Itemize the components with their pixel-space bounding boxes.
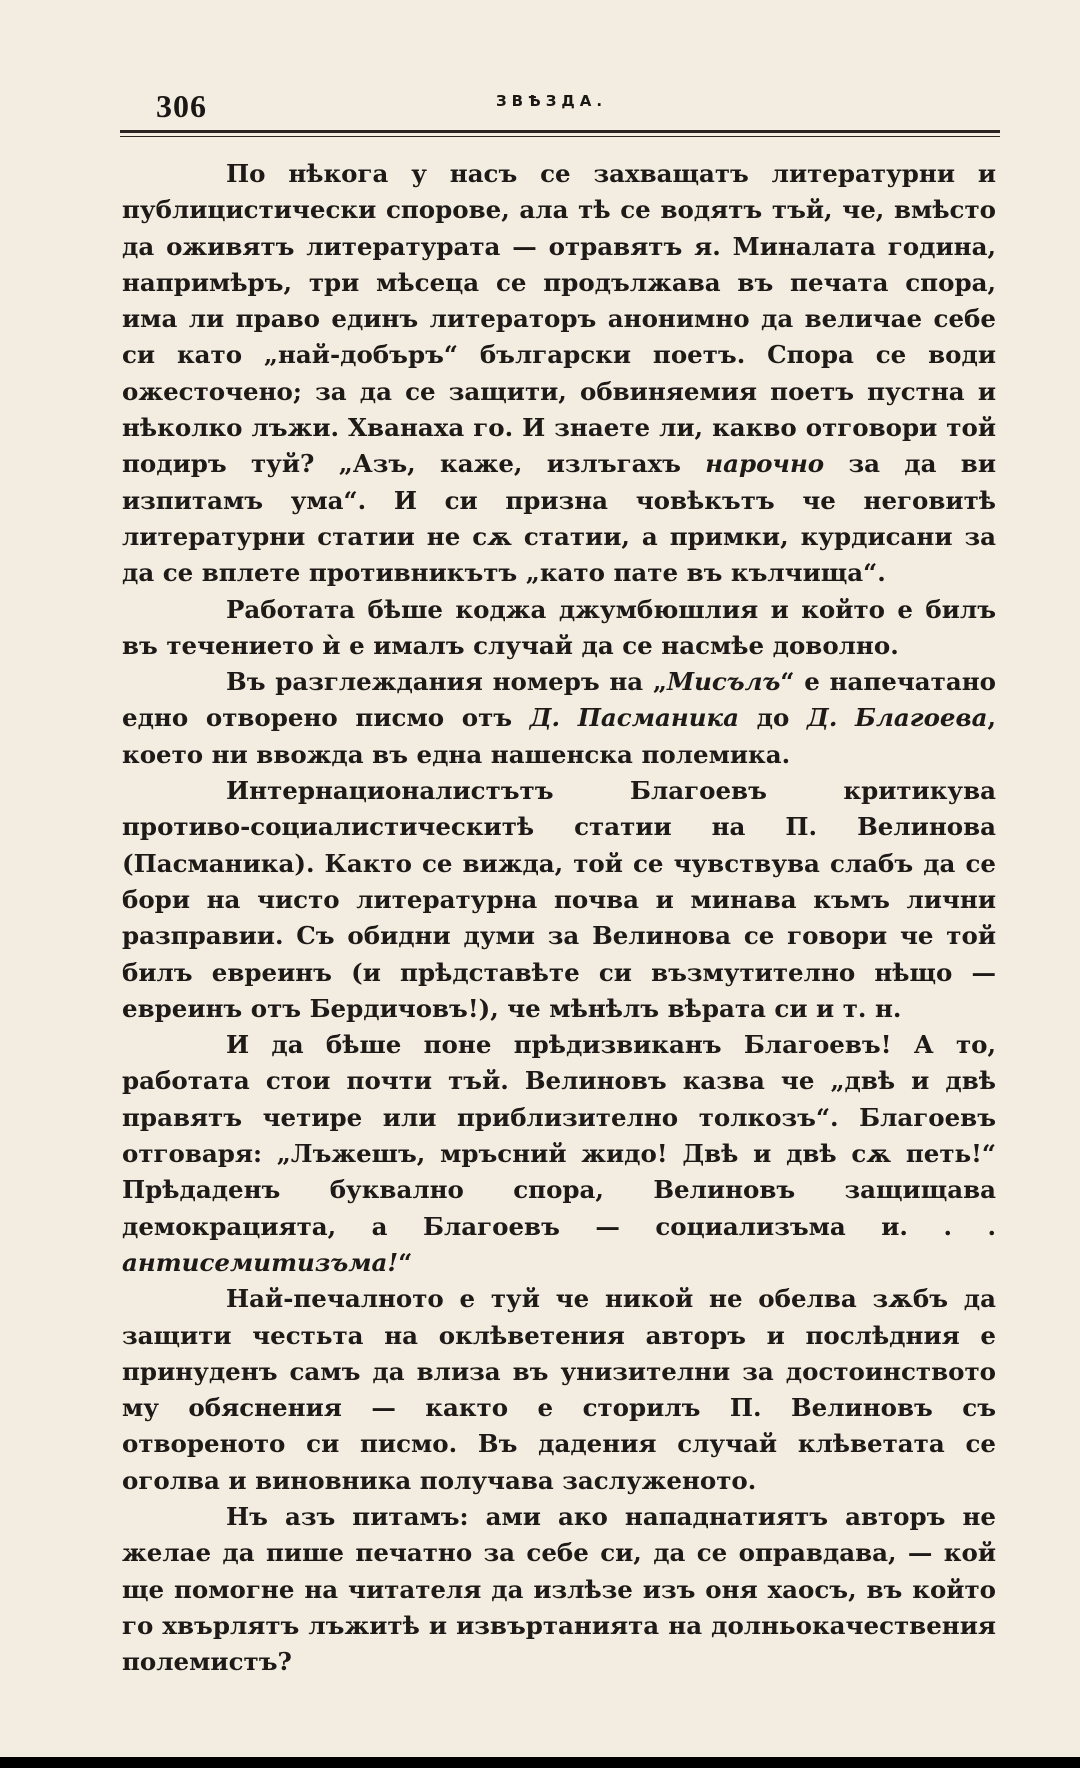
text-segment: Работата бѣше коджа джумбюшлия и който е билъ въ течението ѝ е ималъ случай да се насмѣе доволно. xyxy=(122,594,996,660)
paragraph xyxy=(122,664,996,773)
paragraph xyxy=(122,1499,996,1680)
italic-text: нарочно xyxy=(705,449,825,479)
paragraph xyxy=(122,1027,996,1281)
text-segment: “ е напечатано едно отворено писмо отъ xyxy=(122,667,996,733)
italic-text: Д. Благоева xyxy=(807,703,988,733)
italic-text: антисемитизъма! xyxy=(122,1247,399,1277)
text-segment: Нъ азъ питамъ: ами ако нападнатиятъ авторъ не желае да пише печатно за себе си, да се оправдава, — кой ще помогне на читателя да излѣзе изъ оня хаосъ, въ който го хвърлятъ лъжитѣ и извъртанията на долньокачествения полемистъ? xyxy=(122,1501,996,1677)
paragraph xyxy=(122,592,996,665)
text-segment: По нѣкога у насъ се захващатъ литературни и публицистически спорове, ала тѣ се водятъ тъй, че, вмѣсто да оживятъ литературата — отравятъ я. Миналата година, напримѣръ, три мѣсеца се продължава въ печата спора, има ли право единъ литераторъ анонимно да величае себе си като „най-добъръ“ български поетъ. Спора се води ожесточено; за да се защити, обвиняемия поетъ пустна и нѣколко лъжи. Хванаха го. И знаете ли, какво отговори той подиръ туй? „Азъ, каже, излъгахъ xyxy=(122,159,996,479)
text-segment: до xyxy=(739,703,808,733)
italic-text: Мисълъ xyxy=(667,667,781,697)
running-title: ЗВѢЗДА. xyxy=(496,92,608,110)
italic-text: Д. Пасманика xyxy=(529,703,739,733)
header-rule-thick xyxy=(120,130,1000,133)
paragraph xyxy=(122,1281,996,1499)
page-header xyxy=(128,82,996,134)
paragraph xyxy=(122,156,996,592)
article-body xyxy=(122,156,996,1680)
text-segment: , което ни ввожда въ една нашенска полемика. xyxy=(122,703,996,769)
text-segment: Най-печалното е туй че никой не обелва зѫбъ да защити честьта на оклѣветения авторъ и послѣдния е принуденъ самъ да влиза въ унизителни за достоинството му обяснения — както е сторилъ П. Велиновъ съ отвореното си писмо. Въ дадения случай клѣветата се оголва и виновника получава заслуженото. xyxy=(122,1284,996,1495)
text-segment: Въ разглеждания номеръ на „ xyxy=(226,667,667,697)
page-number: 306 xyxy=(156,88,207,124)
text-segment: за да ви изпитамъ ума“. И си призна човѣкътъ че неговитѣ литературни статии не сѫ статии, а примки, курдисани за да се вплете противникътъ „като пате въ кълчища“. xyxy=(122,449,996,588)
header-rule-thin xyxy=(120,136,1000,137)
text-segment: Интернационалистътъ Благоевъ критикува противо-социалистическитѣ статии на П. Велинова (Пасманика). Както се вижда, той се чувствува слабъ да се бори на чисто литературна почва и минава къмъ лични разправии. Съ обидни думи за Велинова се говори че той билъ евреинъ (и прѣдставѣте си възмутително нѣщо — евреинъ отъ Бердичовъ!), че мѣнѣлъ вѣрата си и т. н. xyxy=(122,776,996,1023)
text-segment: И да бѣше поне прѣдизвиканъ Благоевъ! А то, работата стои почти тъй. Велиновъ казва че „двѣ и двѣ правятъ четире или приблизително толкозъ“. Благоевъ отговаря: „Лъжешъ, мръсний жидо! Двѣ и двѣ сѫ петь!“ Прѣдаденъ буквално спора, Велиновъ защищава демокрацията, а Благоевъ — социализъма и. . . xyxy=(122,1030,996,1241)
paragraph xyxy=(122,773,996,1027)
text-segment: “ xyxy=(398,1247,413,1277)
